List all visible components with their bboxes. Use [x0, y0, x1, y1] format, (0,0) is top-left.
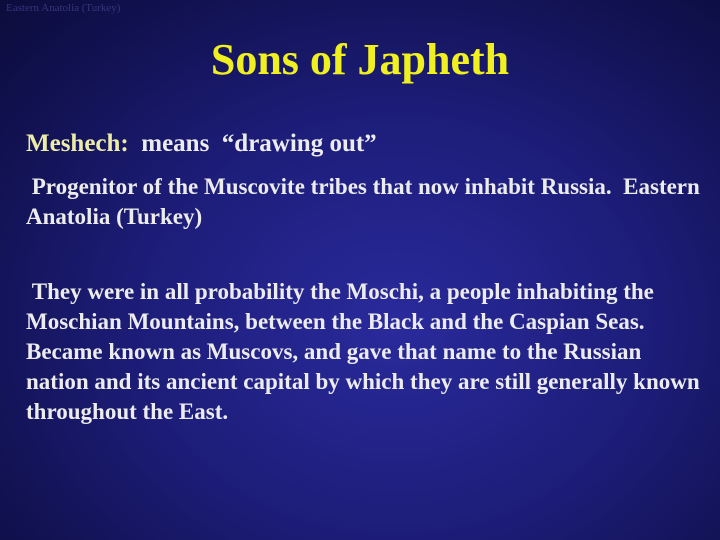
slide-title: Sons of Japheth — [210, 35, 510, 84]
paragraph-moschi: They were in all probability the Moschi, a people inhabiting the Moschian Mountains, between the Black and the Caspian Seas. Became known as Muscovs, and gave that name to the Russian nation and its ancient capital by which they are still generally known throughout the East. — [26, 279, 706, 424]
watermark-text: Eastern Anatolia (Turkey) — [6, 2, 121, 14]
definition-line — [26, 128, 700, 160]
term-meaning: means “drawing out” — [128, 130, 377, 157]
paragraph-progenitor: Progenitor of the Muscovite tribes that now inhabit Russia. Eastern Anatolia (Turkey) — [26, 174, 705, 229]
term-label: Meshech: — [26, 130, 129, 157]
